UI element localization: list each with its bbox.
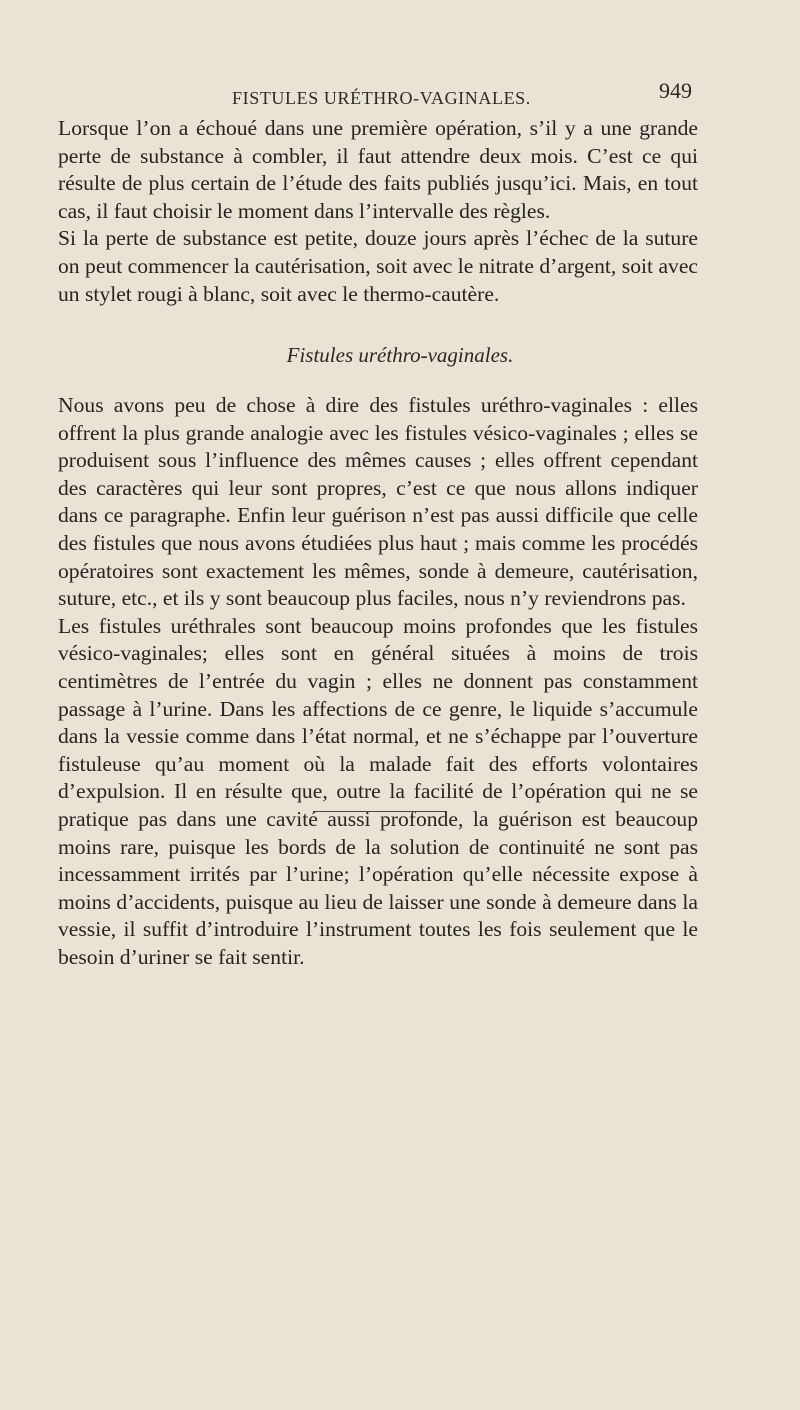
section-text-block	[58, 392, 698, 971]
paragraph: Les fistules uréthrales sont beaucoup moins profondes que les fistules vésico-vaginales; elles sont en général situées à moins de trois centimètres de l’entrée du vagin ; elles ne donnent pas constamment passage à l’urine. Dans les affections de ce genre, le liquide s’accumule dans la vessie comme dans l’état normal, et ne s’échappe par l’ouverture fistuleuse qu’au moment où la malade fait des efforts volontaires d’expulsion. Il en résulte que, outre la facilité de l’opération qui ne se pratique pas dans une cavité aussi profonde, la guérison est beaucoup moins rare, puisque les bords de la solution de continuité ne sont pas incessamment irrités par l’urine; l’opération qu’elle nécessite expose à moins d’accidents, puisque au lieu de laisser une sonde à demeure dans la vessie, il suffit d’introduire l’instrument toutes les fois seulement que le besoin d’uriner se fait sentir.	[58, 613, 698, 969]
page-number: 949	[659, 78, 692, 103]
section-title: Fistules uréthro-vaginales.	[286, 343, 514, 367]
intro-text-block	[58, 115, 698, 308]
running-title: FISTULES URÉTHRO-VAGINALES.	[232, 88, 531, 108]
paragraph: Nous avons peu de chose à dire des fistules uréthro-vaginales : elles offrent la plus grande analogie avec les fistules vésico-vaginales ; elles se produisent sous l’influence des mêmes causes ; elles offrent cependant des caractères qui leur sont propres, c’est ce que nous allons indiquer dans ce paragraphe. Enfin leur guérison n’est pas aussi difficile que celle des fistules que nous avons étudiées plus haut ; mais comme les procédés opératoires sont exactement les mêmes, sonde à demeure, cautérisation, suture, etc., et ils y sont beaucoup plus faciles, nous n’y reviendrons pas.	[58, 393, 698, 611]
paragraph: Si la perte de substance est petite, douze jours après l’échec de la suture on peut commencer la cautérisation, soit avec le nitrate d’argent, soit avec un stylet rougi à blanc, soit avec le thermo-cautère.	[58, 226, 698, 306]
end-rule-divider	[313, 811, 445, 812]
paragraph: Lorsque l’on a échoué dans une première opération, s’il y a une grande perte de substance à combler, il faut attendre deux mois. C’est ce qui résulte de plus certain de l’étude des faits publiés jusqu’ici. Mais, en tout cas, il faut choisir le moment dans l’intervalle des règles.	[58, 116, 698, 223]
